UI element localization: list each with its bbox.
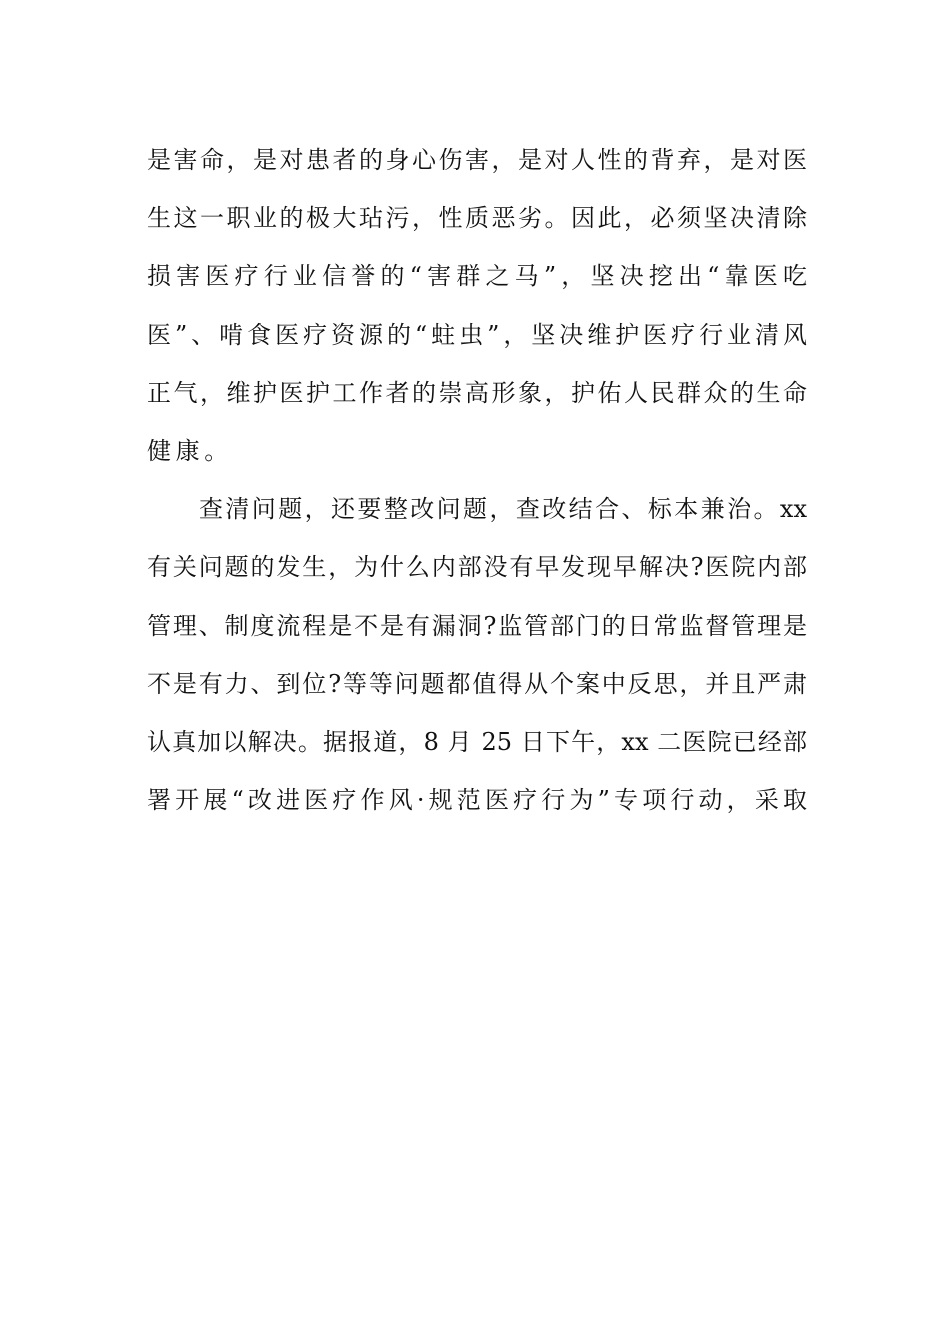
- text-line: 是害命，是对患者的身心伤害，是对人性的背弃，是对医: [147, 146, 807, 174]
- paragraph-1: [147, 136, 807, 485]
- text-line: 署开展“改进医疗作风·规范医疗行为”专项行动，采取: [147, 786, 807, 815]
- text-line: 健康。: [147, 436, 233, 465]
- text-line: 不是有力、到位?等等问题都值得从个案中反思，并且严肃: [147, 669, 807, 698]
- text-line: 认真加以解决。据报道，8 月 25 日下午，xx 二医院已经部: [147, 727, 807, 756]
- text-line: 正气，维护医护工作者的崇高形象，护佑人民群众的生命: [147, 378, 807, 407]
- text-line: 管理、制度流程是不是有漏洞?监管部门的日常监督管理是: [147, 611, 807, 640]
- text-line: 有关问题的发生，为什么内部没有早发现早解决?医院内部: [147, 553, 807, 582]
- body-text: [147, 136, 807, 834]
- text-line: 损害医疗行业信誉的“害群之马”，坚决挖出“靠医吃: [147, 262, 807, 291]
- text-line: 生这一职业的极大玷污，性质恶劣。因此，必须坚决清除: [147, 204, 807, 233]
- text-line: 医”、啃食医疗资源的“蛀虫”，坚决维护医疗行业清风: [147, 320, 807, 349]
- paragraph-2: [147, 485, 807, 834]
- text-line: 查清问题，还要整改问题，查改结合、标本兼治。xx: [199, 495, 807, 524]
